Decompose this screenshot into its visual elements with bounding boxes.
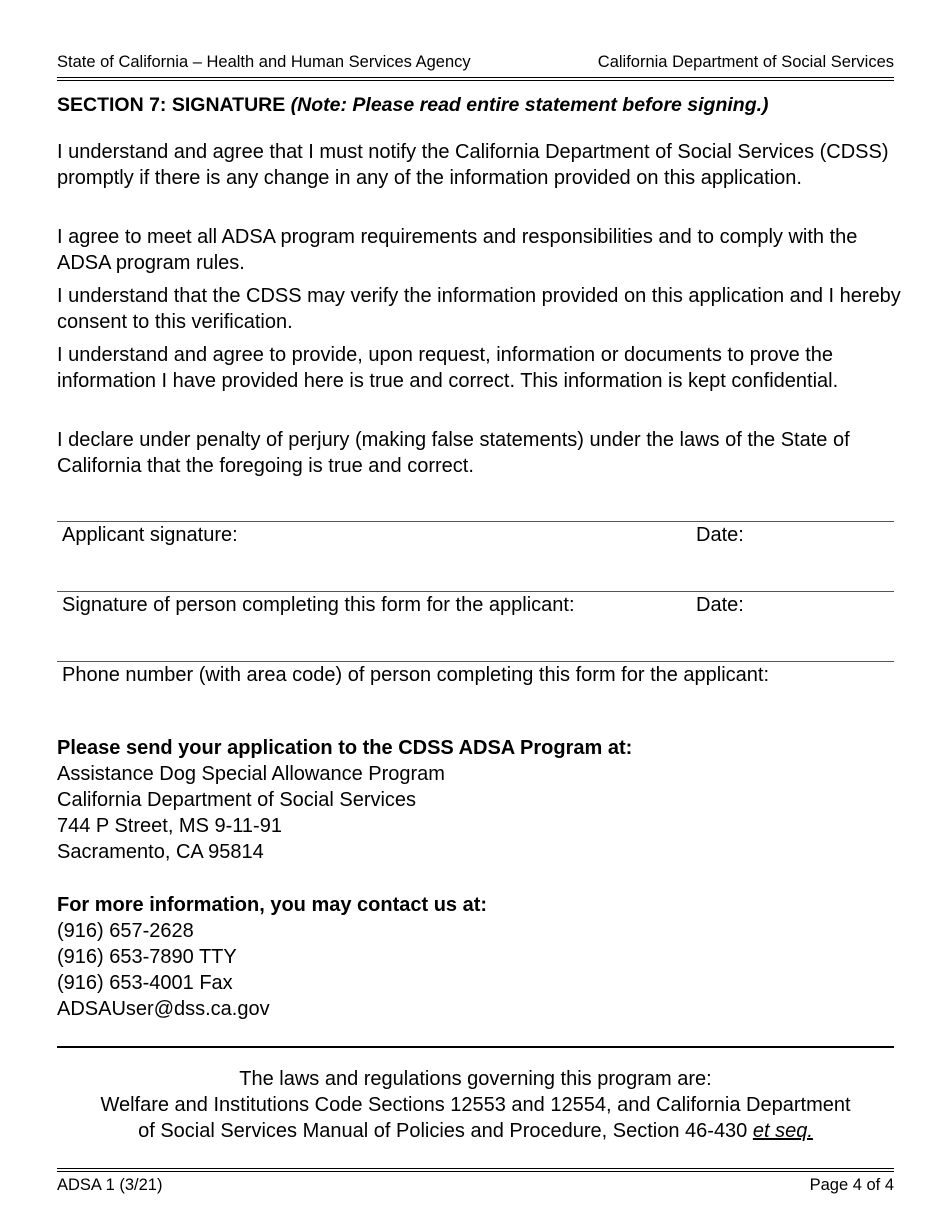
laws-line-2: Welfare and Institutions Code Sections 12553 and 12554, and California Department [100,1094,851,1116]
statement-documents: I understand and agree to provide, upon request, information or documents to prove the information I have provided here is true and correct. This information is kept confidential. [57,344,839,392]
signature-rule-3 [57,661,894,662]
statement-perjury: I declare under penalty of perjury (making false statements) under the laws of the State of California that the foregoing is true and correct. [57,429,850,477]
section-title-text: SECTION 7: SIGNATURE [57,94,286,116]
signature-rule-2 [57,591,894,592]
section-note: (Note: Please read entire statement before signing.) [290,94,769,116]
contact-tty: (916) 653-7890 TTY [57,946,237,968]
applicant-date-field[interactable]: Date: [696,524,744,546]
form-id: ADSA 1 (3/21) [57,1176,163,1194]
statement-notify: I understand and agree that I must notify the California Department of Social Services (CDSS) promptly if there is any change in any of the information provided on this application. [57,141,889,189]
contact-email[interactable]: ADSAUser@dss.ca.gov [57,998,270,1020]
mailing-line: 744 P Street, MS 9-11-91 [57,815,282,837]
laws-block [57,1066,894,1144]
contact-phone: (916) 657-2628 [57,920,194,942]
contact-heading: For more information, you may contact us at: [57,894,488,916]
section-title [57,94,769,117]
laws-divider [57,1046,894,1048]
footer-double-rule [57,1168,894,1172]
statement-verification: I understand that the CDSS may verify the information provided on this application and I hereby consent to this verification. [57,285,901,333]
mailing-line: Sacramento, CA 95814 [57,841,264,863]
preparer-date-field[interactable]: Date: [696,594,744,616]
et-seq: et seq. [752,1120,813,1142]
mailing-address [57,735,632,865]
contact-info [57,892,487,1022]
preparer-phone-field[interactable]: Phone number (with area code) of person completing this form for the applicant: [62,664,770,686]
mailing-heading: Please send your application to the CDSS ADSA Program at: [57,737,633,759]
header-department: California Department of Social Services [597,53,894,71]
mailing-line: Assistance Dog Special Allowance Program [57,763,445,785]
header-double-rule [57,77,894,81]
signature-rule-1 [57,521,894,522]
header-agency: State of California – Health and Human Services Agency [57,53,471,71]
laws-line-1: The laws and regulations governing this program are: [239,1068,712,1090]
preparer-signature-field[interactable]: Signature of person completing this form for the applicant: [62,594,575,616]
mailing-line: California Department of Social Services [57,789,417,811]
laws-line-3 [57,1118,894,1144]
page-number: Page 4 of 4 [809,1176,894,1194]
laws-line-3-text: of Social Services Manual of Policies and Procedure, Section 46-430 [138,1120,748,1142]
applicant-signature-field[interactable]: Applicant signature: [62,524,238,546]
contact-fax: (916) 653-4001 Fax [57,972,233,994]
statement-requirements: I agree to meet all ADSA program requirements and responsibilities and to comply with the ADSA program rules. [57,226,858,274]
